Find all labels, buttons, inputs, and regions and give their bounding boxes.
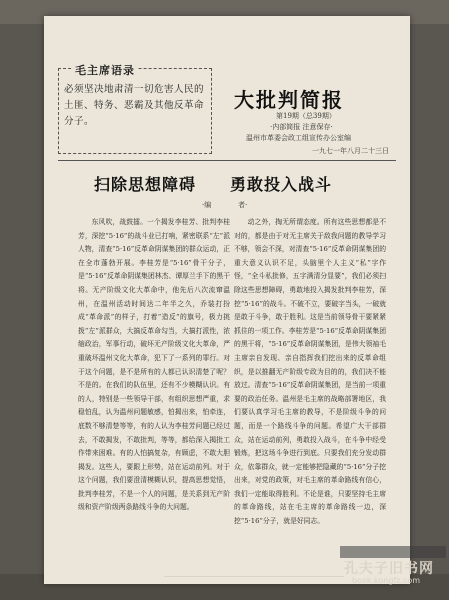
internal-notice: ·内部简报 注意保存· [270, 123, 333, 131]
publisher: 温州市革委会政工组宣传办公室编 [246, 134, 351, 142]
issue-number: 第19期（总39期） [276, 112, 336, 120]
watermark-logo-text: 孔夫子旧书网 [344, 561, 434, 577]
page-crease [164, 576, 344, 577]
watermark-url: book.kongfz.com [352, 576, 421, 585]
quote-title: 毛主席语录 [72, 62, 138, 78]
byline-part-1: ·编 [202, 201, 212, 209]
article-column-right [234, 216, 386, 564]
article-column-left [78, 216, 230, 564]
newsletter-page [44, 16, 410, 584]
article-text-left: 东风吹，战鼓擂。一个揭发李桂芳、批判李桂芳，深挖“5·16”的战斗业已打响，紧密联系“左”派人物，清查“5·16”反革命阴谋集团的群众运动，正在全市蓬勃开展。李桂芳是“5·16”骨干分子，是“5·16”反革命阴谋集团林杰、谭厚兰手下的黑干将。无产阶级文化大革命中，他先后八次流窜温州，在温州活动时间达二年半之久，乔装打扮成“革命派”的样子，打着“造反”的旗号，极力挑拨“左”派群众，大搞反革命勾当，大搞打派性，浓缩政治，军事行动，破坏无产阶级文化大革命，严重破坏温州文化大革命，犯下了一系列的罪行。对于这个问题，是不是所有的人都已认识清楚了呢？不是的。在我们的队伍里，还有不少模糊认识。有的人，特别是一些领导干部，有组织思想严重，求稳怕乱，认为温州问题敏感，怕揭出来，怕牵连，底数不够清楚等等，有的人认为李桂芳问题已经过去，不敢揭发，不敢批判，等等，都给深入揭批工作带来困难。有的人怕搞复杂，有顾虑，不敢大胆揭发。这些人，要跟上形势，站在运动前列。对于这个问题，我们要澄清模糊认识，提高思想觉悟，批判李桂芳，不是一个人的问题，是关系到无产阶级和资产阶级两条路线斗争的大问题。 [78, 218, 230, 512]
quote-text: 必须坚决地肃清一切危害人民的土匪、特务、恶霸及其他反革命分子。 [64, 84, 205, 127]
watermark-backdrop [340, 546, 446, 558]
publish-date: 一九七一年八月二十三日 [312, 147, 389, 155]
byline-part-2: 者· [238, 201, 248, 209]
masthead-title: 大批判简报 [234, 88, 344, 112]
headline-part-2: 勇敢投入战斗 [230, 175, 333, 194]
headline-part-1: 扫除思想障碍 [94, 175, 197, 194]
article-text-right: 动之外，掏无所谓态度。所有这些思想都是不对的，都是由于对无主席关于敌我问题的教导学习不够，领会不深，对清查“5·16”反革命阴谋集团的重大意义认识不足，头脑里个人主义“私”字作怪，“全斗私批修，五字满清分显要”，我们必须扫除这些思想障碍，勇敢地投入揭发批判李桂芳，深挖“5·16”的战斗。不破不立，要破字当头，一破就是敢于斗争，敢于胜利。这是当前领导骨干要紧紧抓住的一项工作。李桂芳是“5·16”反革命阴谋集团的黑干将，“5·16”反革命阴谋集团，是伟大领袖毛主席亲自发现、亲自指挥我们挖出来的反革命组织，是以推翻无产阶级专政为目的的，我们决不能放过。清查“5·16”反革命阴谋集团，是当前一项重要的政治任务。温州是毛主席的战略部署地区，我们要认真学习毛主席的教导，不是阶级斗争的问题，而是一个路线斗争的问题。希望广大干部群众，站在运动前列，勇敢投入战斗，在斗争中经受锻炼，把这场斗争进行到底。只要我们充分发动群众，依靠群众，就一定能够把隐藏的“5·16”分子挖出来，对党的政策，对毛主席的革命路线有信心，我们一定能取得胜利。不论是谁，只要坚持毛主席的革命路线，站在毛主席的革命路线一边，深挖“5·16”分子，就是好同志。 [234, 218, 386, 526]
header-divider [58, 160, 396, 161]
